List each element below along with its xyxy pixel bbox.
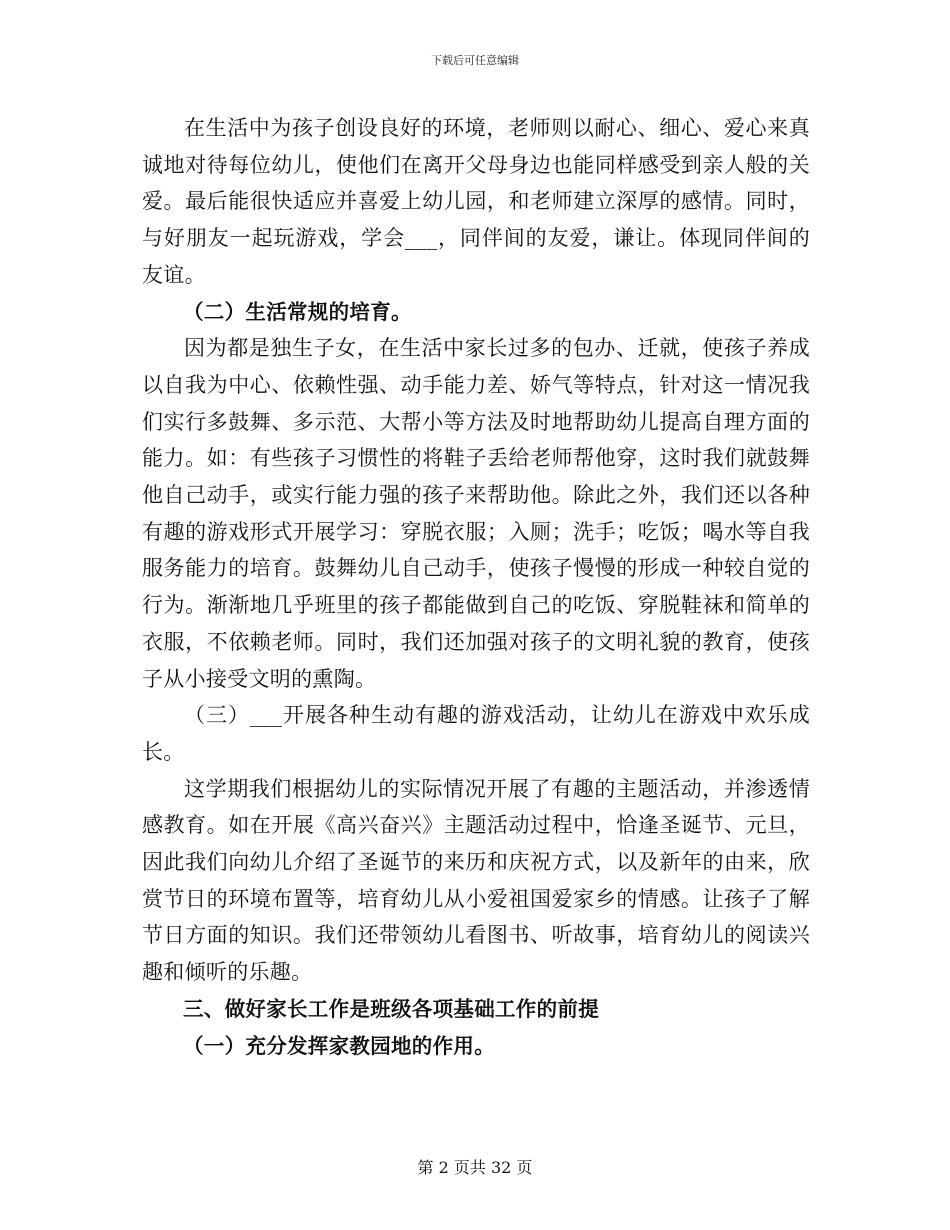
page-header: 下载后可任意编辑 [431, 54, 519, 67]
paragraph-games-heading: （三）___开展各种生动有趣的游戏活动，让幼儿在游戏中欢乐成长。 [142, 703, 810, 764]
document-body [142, 110, 810, 1064]
section-heading-routine: （二）生活常规的培育。 [183, 299, 412, 324]
section-heading-parents: 三、做好家长工作是班级各项基础工作的前提 [183, 996, 599, 1021]
paragraph-routine: 因为都是独生子女，在生活中家长过多的包办、迁就，使孩子养成以自我为中心、依赖性强、动手能力差、娇气等特点，针对这一情况我们实行多鼓舞、多示范、大帮小等方法及时地帮助幼儿提高自理方面的能力。如：有些孩子习惯性的将鞋子丢给老师帮他穿，这时我们就鼓舞他自己动手，或实行能力强的孩子来帮助他。除此之外，我们还以各种有趣的游戏形式开展学习：穿脱衣服；入厕；洗手；吃饭；喝水等自我服务能力的培育。鼓舞幼儿自己动手，使孩子慢慢的形成一种较自觉的行为。渐渐地几乎班里的孩子都能做到自己的吃饭、穿脱鞋袜和简单的衣服，不依赖老师。同时，我们还加强对孩子的文明礼貌的教育，使孩子从小接受文明的熏陶。 [142, 336, 810, 691]
section-heading-board: （一）充分发挥家教园地的作用。 [183, 1033, 495, 1058]
page-footer: 第 2 页共 32 页 [417, 1158, 533, 1177]
paragraph-environment: 在生活中为孩子创设良好的环境，老师则以耐心、细心、爱心来真诚地对待每位幼儿，使他们在离开父母身边也能同样感受到亲人般的关爱。最后能很快适应并喜爱上幼儿园，和老师建立深厚的感情。同时，与好朋友一起玩游戏，学会___，同伴间的友爱，谦让。体现同伴间的友谊。 [142, 116, 810, 287]
paragraph-themes: 这学期我们根据幼儿的实际情况开展了有趣的主题活动，并渗透情感教育。如在开展《高兴奋兴》主题活动过程中，恰逢圣诞节、元旦，因此我们向幼儿介绍了圣诞节的来历和庆祝方式，以及新年的由来，欣赏节日的环境布置等，培育幼儿从小爱祖国爱家乡的情感。让孩子了解节日方面的知识。我们还带领幼儿看图书、听故事，培育幼儿的阅读兴趣和倾听的乐趣。 [142, 776, 810, 985]
